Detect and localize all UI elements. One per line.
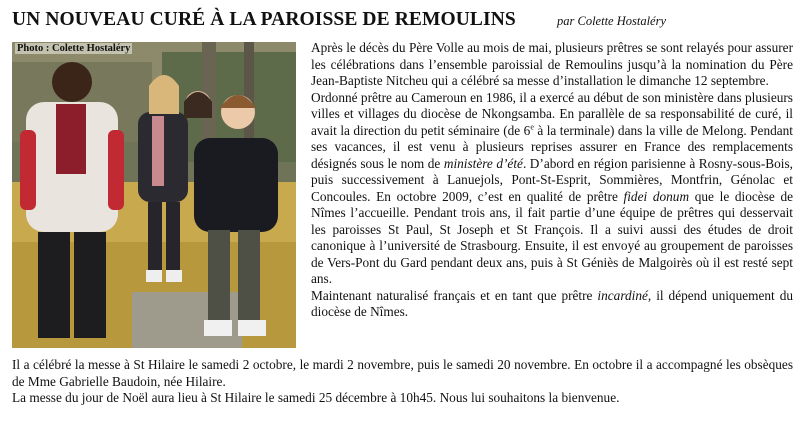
paragraph-4: Il a célébré la messe à St Hilaire le samedi 2 octobre, le mardi 2 novembre, puis le samedi 20 novembre. En octobre il a accompagné les obsèques de Mme Gabrielle Baudoin, née Hilaire.: [12, 357, 793, 389]
paragraph-3-part-a: Maintenant naturalisé français et en tant que prêtre: [311, 287, 598, 303]
photo-credit: Photo : Colette Hostaléry: [17, 43, 131, 54]
article-headline: UN NOUVEAU CURÉ À LA PAROISSE DE REMOULINS: [12, 9, 516, 30]
italic-incardine: incardiné,: [597, 287, 652, 303]
article-body-column: [311, 40, 793, 321]
paragraph-2: [311, 90, 793, 288]
paragraph-2-part-d: que le diocèse de Nîmes l’accueille. Pendant trois ans, il fait partie d’une équipe de prêtres qui desservait les paroisses St Paul, St Joseph et St François. Il a suivi aussi des études de droit canonique à l’université de Strasbourg. Ensuite, il est envoyé au groupement de paroisses de Vers-Pont du Gard pendant deux ans, puis à St Géniès de Malgoirès où il est resté sept ans.: [311, 188, 794, 286]
article-byline: par Colette Hostaléry: [557, 14, 667, 28]
italic-ministere-ete: ministère d’été: [443, 155, 523, 171]
paragraph-1: Après le décès du Père Volle au mois de mai, plusieurs prêtres se sont relayés pour assurer les célébrations dans l’ensemble paroissial de Remoulins jusqu’à la nomination du Père Jean-Baptiste Nitcheu qui a célébré sa messe d’installation le dimanche 12 septembre.: [311, 40, 793, 88]
article-body-full-width: [12, 357, 793, 407]
paragraph-3: [311, 288, 793, 321]
superscript-e: e: [530, 122, 534, 132]
article-photo: [12, 42, 296, 348]
paragraph-2-part-b: à la terminale) dans la ville de Melong. Pendant ses vacances, il est venu à plusieurs reprises assurer en France des remplacements désignés sous le nom de: [311, 122, 794, 171]
paragraph-3-part-b: il dépend uniquement du diocèse de Nîmes.: [311, 287, 793, 319]
paragraph-2-part-a: Ordonné prêtre au Cameroun en 1986, il a exercé au début de son ministère dans plusieurs villes et villages du diocèse de Nkongsamba. En parallèle de sa responsabilité de curé, il avait la direction du petit séminaire (de 6: [311, 89, 793, 138]
photo-illustration: [12, 42, 296, 348]
paragraph-5: La messe du jour de Noël aura lieu à St Hilaire le samedi 25 décembre à 10h45. Nous lui souhaitons la bienvenue.: [12, 390, 620, 405]
italic-fidei-donum: fidei donum: [623, 188, 690, 204]
paragraph-2-part-c: . D’abord en région parisienne à Rosny-sous-Bois, puis successivement à Lanuejols, Pont-St-Esprit, Sommières, Montfrin, Génolac et Concoules. En octobre 2009, c’est en qualité de prêtre: [311, 155, 793, 204]
